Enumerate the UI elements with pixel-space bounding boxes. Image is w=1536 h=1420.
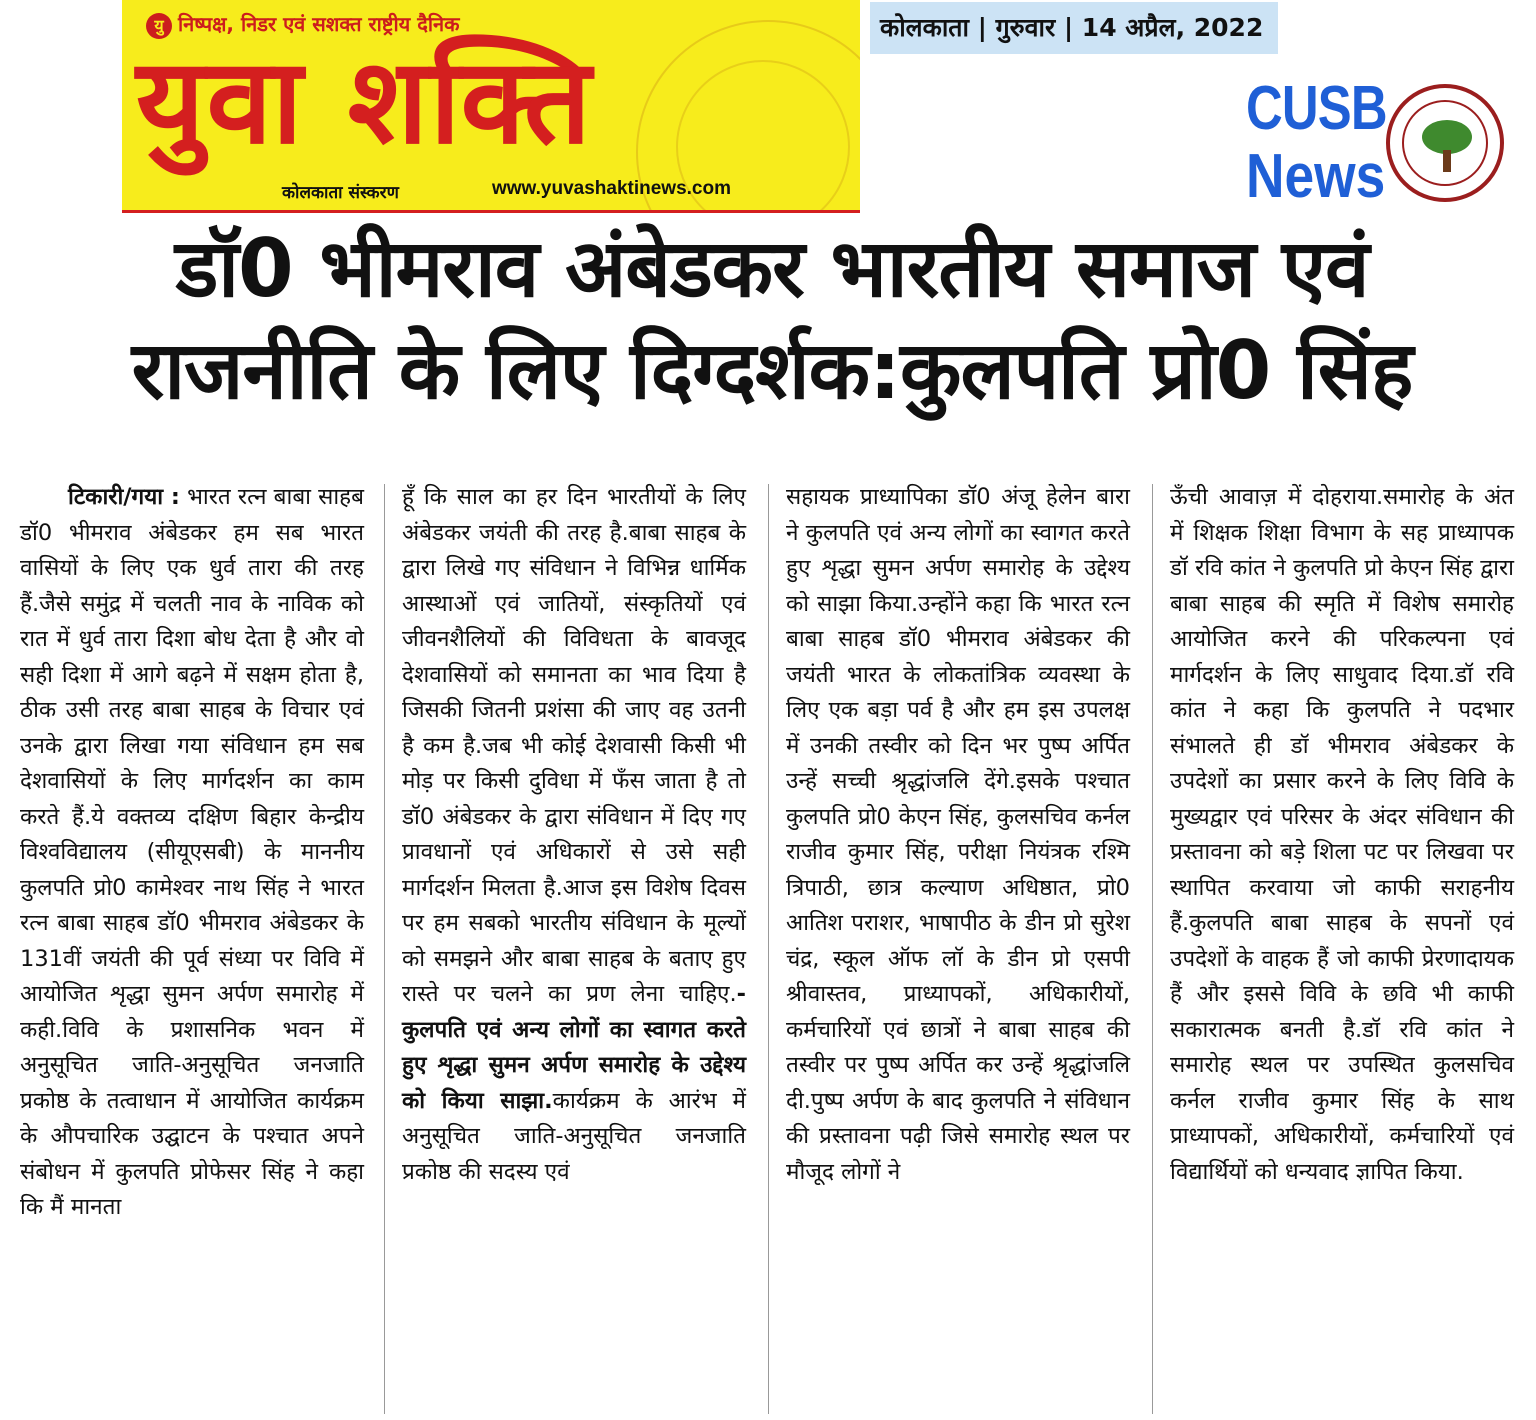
edition-label: कोलकाता संस्करण [282,183,399,203]
article-column-1 [20,480,364,1226]
newspaper-name: युवा शक्ति [136,32,594,170]
article-column-3 [786,480,1130,1190]
badge-line2: News [1246,142,1386,211]
dateline-date: 14 अप्रैल, 2022 [1081,13,1264,42]
badge-line1: CUSB [1246,74,1387,143]
issue-dateline [870,2,1278,54]
dateline-city: कोलकाता [880,13,970,42]
dateline-separator: | [1063,13,1082,42]
tree-trunk [1443,150,1451,172]
article-dateline: टिकारी/गया : [68,484,180,510]
university-seal-icon [1386,84,1504,202]
dateline-day: गुरुवार [995,13,1056,42]
newspaper-masthead [122,0,860,212]
dateline-separator: | [977,13,996,42]
column-2-text: हूँ कि साल का हर दिन भारतीयों के लिए अंबेडकर जयंती की तरह है.बाबा साहब के द्वारा लिखे गए संविधान ने विभिन्न धार्मिक आस्थाओं एवं जातियों, संस्कृतियों एवं जीवनशैलियों की विविधता के बावजूद देशवासियों को समानता का भाव दिया है जिसकी जितनी प्रशंसा की जाए वह उतनी है कम है.जब भी कोई देशवासी किसी भी मोड़ पर किसी दुविधा में फँस जाता है तो डॉ0 अंबेडकर के द्वारा संविधान में दिए गए प्रावधानों एवं अधिकारों से उसे सही मार्गदर्शन मिलता है.आज इस विशेष दिवस पर हम सबको भारतीय संविधान के मूल्यों को समझने और बाबा साहब के बताए हुए रास्ते पर चलने का प्रण लेना चाहिए. [402,484,746,1007]
seal-inner-ring [1402,100,1488,186]
column-divider [768,484,769,1414]
website-url: www.yuvashaktinews.com [492,178,731,199]
headline-line2: राजनीति के लिए दिग्दर्शक:कुलपति प्रो0 सिंह [131,324,1413,418]
masthead-divider [122,210,860,213]
cusb-news-badge [1246,74,1387,211]
newspaper-logo-icon: यु [146,13,172,39]
tree-icon [1422,120,1472,154]
article-column-4 [1170,480,1514,1190]
headline-line1: डॉ0 भीमराव अंबेडकर भारतीय समाज एवं [175,222,1369,315]
column-divider [1152,484,1153,1414]
column-divider [384,484,385,1414]
column-2-text-continued: कार्यक्रम के आरंभ में अनुसूचित जाति-अनुसूचित जनजाति प्रकोष्ठ की सदस्य एवं [402,1087,746,1185]
column-1-text: भारत रत्न बाबा साहब डॉ0 भीमराव अंबेडकर हम सब भारत वासियों के लिए एक धुर्व तारा की तरह हैं.जैसे समुंद्र में चलती नाव के नाविक को रात में धुर्व तारा दिशा बोध देता है और वो सही दिशा में आगे बढ़ने में सक्षम होता है, ठीक उसी तरह बाबा साहब के विचार एवं उनके द्वारा लिखा गया संविधान हम सब देशवासियों के लिए मार्गदर्शन का काम करते हैं.ये वक्तव्य दक्षिण बिहार केन्द्रीय विश्वविद्यालय (सीयूएसबी) के माननीय कुलपति प्रो0 कामेश्वर नाथ सिंह ने भारत रत्न बाबा साहब डॉ0 भीमराव अंबेडकर के 131वीं जयंती की पूर्व संध्या पर विवि में आयोजित शृद्धा सुमन अर्पण समारोह में कही.विवि के प्रशासनिक भवन में अनुसूचित जाति-अनुसूचित जनजाति प्रकोष्ठ के तत्वाधान में आयोजित कार्यक्रम के औपचारिक उद्घाटन के पश्चात अपने संबोधन में कुलपति प्रोफेसर सिंह ने कहा कि मैं मानता [20,484,364,1220]
tagline-text: निष्पक्ष, निडर एवं सशक्त राष्ट्रीय दैनिक [178,12,460,36]
article-column-2 [402,480,746,1190]
column-4-text: ऊँची आवाज़ में दोहराया.समारोह के अंत में शिक्षक शिक्षा विभाग के सह प्राध्यापक डॉ रवि कांत ने कुलपति प्रो केएन सिंह द्वारा बाबा साहब की स्मृति में विशेष समारोह आयोजित करने की परिकल्पना एवं मार्गदर्शन के लिए साधुवाद दिया.डॉ रवि कांत ने कहा कि कुलपति ने पदभार संभालते ही डॉ भीमराव अंबेडकर के उपदेशों का प्रसार करने के लिए विवि के मुख्यद्वार एवं परिसर के अंदर संविधान की प्रस्तावना को बड़े शिला पट पर लिखवा पर स्थापित करवाया जो काफी सराहनीय हैं.कुलपति बाबा साहब के सपनों एवं उपदेशों के वाहक हैं जो काफी प्रेरणादायक हैं और इससे विवि के छवि भी काफी सकारात्मक बनती है.डॉ रवि कांत ने समारोह स्थल पर उपस्थित कुलसचिव कर्नल राजीव कुमार सिंह के साथ प्राध्यापकों, अधिकारीयों, कर्मचारियों एवं विद्यार्थियों को धन्यवाद ज्ञापित किया. [1170,484,1514,1185]
pull-quote: -कुलपति एवं अन्य लोगों का स्वागत करते हुए शृद्धा सुमन अर्पण समारोह के उद्देश्य को किया साझा. [402,981,746,1114]
column-3-text: सहायक प्राध्यापिका डॉ0 अंजू हेलेन बारा ने कुलपति एवं अन्य लोगों का स्वागत करते हुए शृद्धा सुमन अर्पण समारोह के उद्देश्य को साझा किया.उन्होंने कहा कि भारत रत्न बाबा साहब डॉ0 भीमराव अंबेडकर की जयंती भारत के लोकतांत्रिक व्यवस्था के लिए एक बड़ा पर्व है और हम इस उपलक्ष में उनकी तस्वीर को दिन भर पुष्प अर्पित उन्हें सच्ची श्रृद्धांजलि देंगे.इसके पश्चात कुलपति प्रो0 केएन सिंह, कुलसचिव कर्नल राजीव कुमार सिंह, परीक्षा नियंत्रक रश्मि त्रिपाठी, छात्र कल्याण अधिष्ठात, प्रो0 आतिश पराशर, भाषापीठ के डीन प्रो सुरेश चंद्र, स्कूल ऑफ लॉ के डीन प्रो एसपी श्रीवास्तव, प्राध्यापकों, अधिकारीयों, कर्मचारियों एवं छात्रों ने बाबा साहब की तस्वीर पर पुष्प अर्पित कर उन्हें श्रृद्धांजलि दी.पुष्प अर्पण के बाद कुलपति ने संविधान की प्रस्तावना पढ़ी जिसे समारोह स्थल पर मौजूद लोगों ने [786,484,1130,1185]
article-headline [22,218,1522,423]
